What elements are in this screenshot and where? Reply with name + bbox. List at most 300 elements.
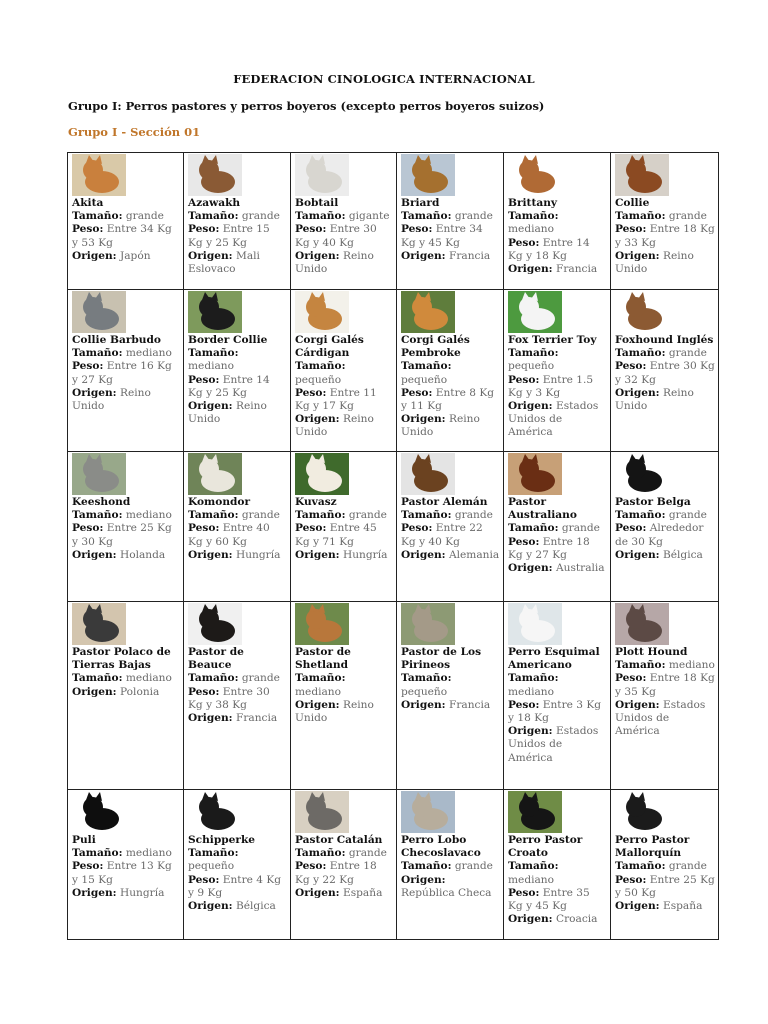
- breed-cell: [291, 790, 397, 940]
- breed-size-label: Tamaño:: [615, 659, 666, 672]
- section-heading: Grupo I - Sección 01: [68, 125, 201, 139]
- breed-name: Pastor Australiano: [508, 496, 577, 522]
- breed-size-label: Tamaño:: [72, 672, 123, 685]
- breed-weight: [615, 360, 715, 386]
- breed-origin-label: Origen:: [508, 913, 553, 926]
- breed-origin-label: Origen:: [188, 548, 233, 561]
- breed-weight-value: Entre 25 Kg y 50 Kg: [615, 873, 715, 899]
- breed-weight: [72, 522, 180, 548]
- breed-weight: [188, 686, 287, 712]
- breed-cell: [504, 790, 611, 940]
- breed-weight-label: Peso:: [295, 223, 327, 236]
- breed-origin: [401, 699, 500, 712]
- breed-size-value: pequeño: [401, 373, 448, 386]
- breed-size: [72, 847, 180, 860]
- breed-origin: [72, 250, 180, 263]
- breed-origin-value: Holanda: [119, 548, 166, 561]
- breed-weight-value: Alrededor de 30 Kg: [615, 522, 704, 548]
- dog-photo: [72, 603, 126, 645]
- breed-name: Border Collie: [188, 334, 268, 346]
- breed-cell: [611, 290, 719, 452]
- breed-origin-value: Reino Unido: [615, 386, 694, 413]
- breed-origin: [401, 874, 500, 900]
- breed-weight: [508, 237, 607, 263]
- dog-photo: [188, 154, 242, 196]
- breed-origin-value: Estados Unidos de América: [615, 698, 706, 738]
- breed-weight: [615, 672, 715, 698]
- breed-cell: [184, 602, 291, 790]
- breed-name: Collie Barbudo: [72, 334, 161, 346]
- breed-size: [188, 509, 287, 522]
- breed-origin-label: Origen:: [188, 712, 233, 725]
- breed-origin: [72, 549, 180, 562]
- breed-weight-value: Entre 34 Kg y 53 Kg: [72, 223, 172, 249]
- breed-name: Azawakh: [188, 197, 241, 209]
- breed-name: Perro Lobo Checoslavaco: [401, 834, 481, 860]
- breed-origin-label: Origen:: [615, 386, 660, 399]
- breed-size: [401, 360, 500, 386]
- breed-size: [188, 347, 287, 373]
- breed-cell: [504, 602, 611, 790]
- breed-size: [295, 847, 393, 860]
- breed-size-label: Tamaño:: [401, 509, 452, 522]
- breed-weight: [401, 522, 500, 548]
- breed-origin-label: Origen:: [401, 249, 446, 262]
- breed-origin-value: Reino Unido: [295, 249, 374, 276]
- dog-photo: [188, 791, 242, 833]
- breed-weight-value: Entre 3 Kg y 18 Kg: [508, 698, 602, 725]
- breed-cell: [291, 452, 397, 602]
- breed-origin-label: Origen:: [508, 400, 553, 413]
- breed-size: [508, 347, 607, 373]
- breed-weight: [295, 223, 393, 249]
- breed-weight-label: Peso:: [615, 873, 647, 886]
- breed-weight-value: Entre 18 Kg y 27 Kg: [508, 535, 590, 561]
- breed-origin: [508, 562, 607, 575]
- dog-photo: [508, 154, 562, 196]
- breed-weight-value: Entre 30 Kg y 40 Kg: [295, 223, 377, 249]
- breed-cell: [504, 452, 611, 602]
- breed-origin-label: Origen:: [401, 873, 446, 886]
- breed-weight: [72, 360, 180, 386]
- breed-weight-label: Peso:: [188, 873, 220, 886]
- breed-weight-label: Peso:: [508, 535, 540, 548]
- breed-weight: [508, 887, 607, 913]
- dog-photo: [188, 291, 242, 333]
- breed-size-value: mediano: [125, 672, 172, 685]
- breed-origin: [508, 725, 607, 765]
- breed-weight: [401, 387, 500, 413]
- breed-cell: [184, 153, 291, 290]
- breed-size-value: grande: [454, 509, 493, 522]
- breed-size-label: Tamaño:: [615, 347, 666, 360]
- breed-origin-value: Bélgica: [235, 900, 276, 913]
- breed-size-value: mediano: [125, 347, 172, 360]
- breed-weight-label: Peso:: [508, 373, 540, 386]
- dog-photo: [188, 453, 242, 495]
- breed-weight: [72, 860, 180, 886]
- breed-name: Schipperke: [188, 834, 256, 846]
- breed-weight-label: Peso:: [295, 386, 327, 399]
- breed-size-value: grande: [241, 210, 280, 223]
- breed-cell: [397, 602, 504, 790]
- breed-origin-label: Origen:: [188, 249, 233, 262]
- breed-weight-label: Peso:: [188, 685, 220, 698]
- dog-photo: [72, 791, 126, 833]
- breed-name: Briard: [401, 197, 440, 209]
- breed-weight: [508, 374, 607, 400]
- breed-cell: [184, 452, 291, 602]
- breed-origin-value: Reino Unido: [295, 413, 374, 439]
- breed-origin-value: Estados Unidos de América: [508, 725, 599, 764]
- breed-size-value: pequeño: [295, 373, 342, 386]
- breed-name: Perro Pastor Croato: [508, 834, 583, 860]
- breed-cell: [291, 290, 397, 452]
- breed-size-label: Tamaño:: [508, 210, 559, 223]
- breed-origin-value: Croacia: [555, 913, 598, 926]
- breed-name: Akita: [72, 197, 104, 209]
- breed-size: [508, 672, 607, 698]
- breed-name: Pastor Belga: [615, 496, 691, 508]
- breed-origin-label: Origen:: [295, 249, 340, 262]
- breed-name: Pastor Alemán: [401, 496, 488, 508]
- dog-photo: [615, 791, 669, 833]
- breed-row: [68, 790, 719, 940]
- breed-weight-value: Entre 4 Kg y 9 Kg: [188, 873, 282, 899]
- breed-weight: [188, 374, 287, 400]
- breed-origin-label: Origen:: [188, 400, 233, 413]
- breed-cell: [611, 602, 719, 790]
- breed-size-label: Tamaño:: [188, 347, 239, 360]
- dog-photo: [295, 603, 349, 645]
- breed-size: [188, 847, 287, 873]
- breed-size: [295, 360, 393, 386]
- breed-origin-label: Origen:: [615, 900, 660, 913]
- breed-origin-label: Origen:: [508, 263, 553, 276]
- breed-weight-value: Entre 45 Kg y 71 Kg: [295, 522, 377, 548]
- breed-origin-value: Estados Unidos de América: [508, 400, 599, 439]
- breed-size-label: Tamaño:: [401, 672, 452, 685]
- breed-size-value: grande: [668, 347, 707, 360]
- breed-origin-value: Francia: [235, 712, 278, 725]
- dog-photo: [508, 791, 562, 833]
- dog-photo: [401, 603, 455, 645]
- breed-weight: [508, 536, 607, 562]
- breed-size: [295, 210, 393, 223]
- breed-row: [68, 290, 719, 452]
- dog-photo: [401, 154, 455, 196]
- breed-size: [72, 509, 180, 522]
- breed-weight-label: Peso:: [72, 860, 104, 873]
- breed-weight-value: Entre 11 Kg y 17 Kg: [295, 386, 377, 413]
- dog-photo: [615, 453, 669, 495]
- breed-cell: [68, 452, 184, 602]
- breed-size-value: grande: [668, 509, 707, 522]
- breed-name: Corgi Galés Cárdigan: [295, 334, 364, 360]
- dog-photo: [72, 154, 126, 196]
- breed-weight-label: Peso:: [615, 360, 647, 373]
- breed-weight: [188, 522, 287, 548]
- dog-photo: [615, 291, 669, 333]
- breed-weight-value: Entre 22 Kg y 40 Kg: [401, 522, 483, 548]
- breed-row: [68, 153, 719, 290]
- breed-origin-label: Origen:: [615, 548, 660, 561]
- breed-weight: [188, 223, 287, 249]
- breed-size-value: gigante: [348, 210, 390, 223]
- breed-weight: [508, 699, 607, 725]
- breed-weight: [188, 874, 287, 900]
- breed-size: [401, 672, 500, 698]
- breed-size-value: grande: [348, 847, 387, 860]
- breed-origin: [188, 250, 287, 276]
- breed-weight: [295, 860, 393, 886]
- dog-photo: [72, 453, 126, 495]
- breed-weight-value: Entre 15 Kg y 25 Kg: [188, 223, 270, 249]
- breed-origin: [401, 549, 500, 562]
- breed-size: [72, 347, 180, 360]
- breed-origin-value: Japón: [119, 249, 151, 262]
- breed-size: [295, 509, 393, 522]
- breed-weight-label: Peso:: [615, 672, 647, 685]
- breed-size-label: Tamaño:: [401, 860, 452, 873]
- breed-cell: [504, 290, 611, 452]
- breed-size-value: mediano: [125, 509, 172, 522]
- breed-weight-value: Entre 16 Kg y 27 Kg: [72, 360, 172, 386]
- breed-origin: [188, 549, 287, 562]
- breed-cell: [184, 790, 291, 940]
- breed-origin: [295, 887, 393, 900]
- breed-weight-value: Entre 25 Kg y 30 Kg: [72, 522, 172, 548]
- breed-name: Plott Hound: [615, 646, 688, 658]
- breed-weight: [615, 223, 715, 249]
- breed-origin-label: Origen:: [295, 548, 340, 561]
- breed-name: Brittany: [508, 197, 558, 209]
- breed-size-label: Tamaño:: [508, 347, 559, 360]
- breed-cell: [397, 290, 504, 452]
- breed-size-label: Tamaño:: [188, 509, 239, 522]
- breed-size-value: pequeño: [401, 685, 448, 698]
- breed-cell: [68, 790, 184, 940]
- breed-origin: [188, 400, 287, 426]
- breed-origin-value: Francia: [555, 263, 598, 276]
- breed-size: [188, 672, 287, 685]
- breed-name: Fox Terrier Toy: [508, 334, 597, 346]
- breed-name: Perro Esquimal Americano: [508, 646, 600, 672]
- breed-weight-value: Entre 14 Kg y 18 Kg: [508, 236, 590, 262]
- breed-size-label: Tamaño:: [188, 672, 239, 685]
- breed-origin: [508, 400, 607, 440]
- dog-photo: [508, 453, 562, 495]
- breed-origin-label: Origen:: [401, 548, 446, 561]
- breed-cell: [611, 153, 719, 290]
- breed-size: [401, 509, 500, 522]
- breed-name: Perro Pastor Mallorquín: [615, 834, 690, 860]
- breed-weight-value: Entre 18 Kg y 22 Kg: [295, 860, 377, 886]
- dog-photo: [401, 291, 455, 333]
- dog-photo: [188, 603, 242, 645]
- breed-weight-value: Entre 40 Kg y 60 Kg: [188, 522, 270, 548]
- breed-row: [68, 452, 719, 602]
- breed-origin: [72, 686, 180, 699]
- breed-size-value: pequeño: [508, 360, 555, 373]
- breed-size: [508, 210, 607, 236]
- breed-weight-label: Peso:: [188, 522, 220, 535]
- breed-origin-value: Alemania: [448, 548, 500, 561]
- breed-size-label: Tamaño:: [72, 509, 123, 522]
- breed-weight: [615, 522, 715, 548]
- breed-cell: [68, 290, 184, 452]
- breed-weight-label: Peso:: [615, 522, 647, 535]
- breed-weight-label: Peso:: [401, 386, 433, 399]
- breed-origin: [615, 387, 715, 413]
- breed-name: Foxhound Inglés: [615, 334, 714, 346]
- breed-size-label: Tamaño:: [615, 210, 666, 223]
- dog-photo: [508, 291, 562, 333]
- breed-size-label: Tamaño:: [295, 210, 346, 223]
- breed-weight-value: Entre 18 Kg y 35 Kg: [615, 672, 715, 698]
- breed-weight-label: Peso:: [615, 223, 647, 236]
- breed-origin: [615, 699, 715, 739]
- breed-name: Pastor de Shetland: [295, 646, 351, 672]
- group-heading: Grupo I: Perros pastores y perros boyeros (excepto perros boyeros suizos): [68, 99, 545, 113]
- breed-origin-label: Origen:: [508, 725, 553, 738]
- breed-weight-label: Peso:: [508, 236, 540, 249]
- breed-name: Keeshond: [72, 496, 131, 508]
- breed-size-label: Tamaño:: [508, 672, 559, 685]
- breed-weight: [401, 223, 500, 249]
- breed-size-value: mediano: [508, 223, 555, 236]
- dog-photo: [295, 154, 349, 196]
- breed-origin: [188, 712, 287, 725]
- breed-name: Komondor: [188, 496, 251, 508]
- breed-origin: [295, 250, 393, 276]
- breed-origin-label: Origen:: [72, 685, 117, 698]
- breed-origin-label: Origen:: [295, 698, 340, 711]
- breed-table: [67, 152, 719, 940]
- breed-origin-value: Mali Eslovaco: [188, 249, 260, 276]
- breed-origin: [508, 913, 607, 926]
- breed-size-value: pequeño: [188, 860, 235, 873]
- breed-size-label: Tamaño:: [295, 672, 346, 685]
- breed-size-value: mediano: [508, 685, 555, 698]
- breed-size: [615, 509, 715, 522]
- breed-size-label: Tamaño:: [295, 847, 346, 860]
- breed-origin-value: Hungría: [235, 548, 281, 561]
- breed-origin-value: Reino Unido: [188, 400, 267, 426]
- breed-origin: [615, 250, 715, 276]
- breed-origin-value: España: [662, 900, 703, 913]
- breed-size-label: Tamaño:: [508, 860, 559, 873]
- breed-weight-value: Entre 30 Kg y 32 Kg: [615, 360, 715, 386]
- breed-size-value: mediano: [668, 659, 715, 672]
- breed-weight-value: Entre 1.5 Kg y 3 Kg: [508, 373, 594, 399]
- breed-weight-value: Entre 8 Kg y 11 Kg: [401, 386, 495, 413]
- breed-cell: [68, 602, 184, 790]
- document-title: FEDERACION CINOLOGICA INTERNACIONAL: [233, 72, 535, 86]
- breed-name: Puli: [72, 834, 96, 846]
- breed-origin-value: Reino Unido: [401, 413, 480, 439]
- breed-cell: [504, 153, 611, 290]
- breed-size-value: grande: [454, 210, 493, 223]
- breed-size: [295, 672, 393, 698]
- breed-size-label: Tamaño:: [295, 360, 346, 373]
- dog-photo: [295, 453, 349, 495]
- breed-size-label: Tamaño:: [188, 847, 239, 860]
- breed-size-label: Tamaño:: [508, 522, 559, 535]
- dog-photo: [615, 154, 669, 196]
- breed-size-value: mediano: [295, 685, 342, 698]
- breed-origin-label: Origen:: [295, 886, 340, 899]
- breed-origin-value: España: [342, 886, 383, 899]
- breed-cell: [397, 153, 504, 290]
- breed-origin: [72, 887, 180, 900]
- breed-weight-value: Entre 14 Kg y 25 Kg: [188, 373, 270, 399]
- breed-cell: [397, 452, 504, 602]
- breed-size-value: mediano: [508, 873, 555, 886]
- breed-origin-label: Origen:: [401, 698, 446, 711]
- breed-name: Corgi Galés Pembroke: [401, 334, 470, 360]
- breed-size: [401, 860, 500, 873]
- breed-size-label: Tamaño:: [72, 210, 123, 223]
- breed-origin-value: Reino Unido: [72, 386, 151, 413]
- breed-origin: [72, 387, 180, 413]
- breed-size: [508, 522, 607, 535]
- breed-origin-label: Origen:: [188, 900, 233, 913]
- breed-name: Kuvasz: [295, 496, 337, 508]
- breed-origin-value: Francia: [448, 249, 491, 262]
- breed-weight-value: Entre 35 Kg y 45 Kg: [508, 886, 590, 913]
- breed-origin-value: Hungría: [119, 886, 165, 899]
- breed-weight-label: Peso:: [188, 373, 220, 386]
- breed-origin-value: República Checa: [401, 886, 492, 899]
- breed-weight: [295, 387, 393, 413]
- breed-origin-label: Origen:: [508, 562, 553, 575]
- breed-origin: [188, 900, 287, 913]
- breed-size-value: grande: [561, 522, 600, 535]
- breed-size-label: Tamaño:: [401, 210, 452, 223]
- breed-origin-value: Bélgica: [662, 548, 703, 561]
- breed-size-value: grande: [668, 210, 707, 223]
- breed-weight: [295, 522, 393, 548]
- breed-size: [72, 210, 180, 223]
- breed-size: [615, 860, 715, 873]
- breed-origin-value: Reino Unido: [295, 698, 374, 725]
- dog-photo: [72, 291, 126, 333]
- breed-weight-label: Peso:: [72, 223, 104, 236]
- breed-weight-label: Peso:: [508, 886, 540, 899]
- breed-name: Pastor Catalán: [295, 834, 383, 846]
- breed-size-label: Tamaño:: [188, 210, 239, 223]
- breed-size-label: Tamaño:: [615, 509, 666, 522]
- breed-weight-value: Entre 18 Kg y 33 Kg: [615, 223, 715, 249]
- breed-origin: [295, 699, 393, 725]
- breed-origin-value: Francia: [448, 698, 491, 711]
- breed-origin-value: Reino Unido: [615, 249, 694, 276]
- breed-cell: [397, 790, 504, 940]
- dog-photo: [295, 291, 349, 333]
- breed-origin-label: Origen:: [72, 249, 117, 262]
- breed-origin: [508, 263, 607, 276]
- breed-size: [401, 210, 500, 223]
- breed-origin: [615, 900, 715, 913]
- breed-name: Pastor de Los Pirineos: [401, 646, 482, 672]
- breed-weight-label: Peso:: [295, 860, 327, 873]
- breed-weight: [72, 223, 180, 249]
- dog-photo: [615, 603, 669, 645]
- breed-name: Collie: [615, 197, 650, 209]
- breed-size: [72, 672, 180, 685]
- breed-cell: [611, 790, 719, 940]
